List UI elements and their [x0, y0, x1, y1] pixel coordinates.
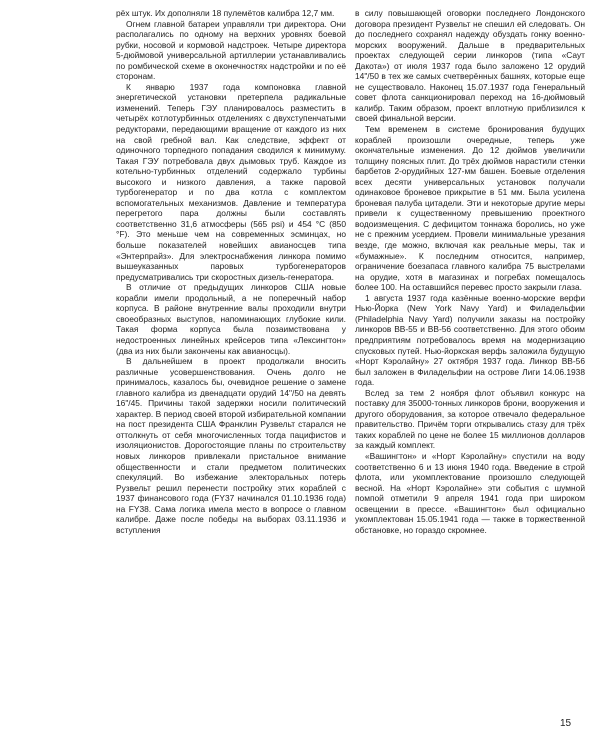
- right-paragraph-2: Тем временем в системе бронирования будущих кораблей произошли очередные, теперь уже окончательные изменения. До 12 дюймов увеличили толщину поясных плит. До трёх дюймов нарастили стенки барбетов 2-орудийных 127-мм башен. Боевые отделения всех десяти универсальных установок получали одинаковое броневое прикрытие в 51 мм. Была усилена броневая палуба цитадели. Эти и некоторые другие меры привели к существенному превышению проектного водоизмещения. С дефицитом тоннажа боролись, но уже не с прежним усердием. Провели минимальные урезания везде, где можно, включая как реальные меры, так и «бумажные». К последним относится, например, ограничение боезапаса главного калибра 75 выстрелами на орудие, хотя в магазинах и погребах помещалось более 100. На оставшийся перевес просто закрыли глаза.: [355, 124, 585, 293]
- left-paragraph-4: В отличие от предыдущих линкоров США новые корабли имели продольный, а не поперечный набор корпуса. В районе внутренние валы проходили внутри своеобразных выступов, напоминающих глубокие кили. Такая форма корпуса была позаимствована у недостроенных линейных крейсеров типа «Лексингтон» (два из них были закончены как авианосцы).: [116, 282, 346, 356]
- right-paragraph-3: 1 августа 1937 года казённые военно-морские верфи Нью-Йорка (New York Navy Yard) и Филадельфии (Philadelphia Navy Yard) получили заказы на постройку линкоров ВВ-55 и ВВ-56 соответственно. Для этого обоим предприятиям потребовалось время на модернизацию спусковых путей. Нью-йоркская верфь заложила будущую «Норт Кэролайну» 27 октября 1937 года. Линкор ВВ-56 был заложен в Филадельфии на острове Лиги 14.06.1938 года.: [355, 292, 585, 388]
- right-paragraph-4: Вслед за тем 2 ноября флот объявил конкурс на поставку для 35000-тонных линкоров брони, вооружения и другого оборудования, за которое отвечало федеральное правительство. Причём торги открывались стазу для трёх таких кораблей по цене не более 15 миллионов долларов за каждый комплект.: [355, 387, 585, 451]
- page-number: 15: [560, 718, 572, 729]
- right-column: [355, 8, 585, 535]
- right-paragraph-5: «Вашингтон» и «Норт Кэролайну» спустили на воду соответственно 6 и 13 июня 1940 года. Введение в строй флота, или укомплектование произошло следующей весной. На «Норт Кэролайне» эти события с шумной помпой отметили 9 апреля 1941 года при широком освещении в прессе. «Вашингтон» был официально укомплектован 15.05.1941 года — также в торжественной обстановке, но гораздо скромнее.: [355, 450, 585, 535]
- left-column: [116, 8, 346, 535]
- left-paragraph-1: рёх штук. Их дополняли 18 пулемётов калибра 12,7 мм.: [116, 8, 335, 18]
- left-paragraph-5: В дальнейшем в проект продолжали вносить различные усовершенствования. Очень долго не принималось, казалось бы, очевидное решение о замене главного калибра из двенадцати орудий 14"/50 на девять 16"/45. Причины такой задержки носили политический характер. В период своей второй избирательной компании на пост президента США Франклин Рузвельт старался не оттолкнуть от себя многочисленных тогда пацифистов и изоляционистов. Дорогостоящие планы по строительству новых линкоров привлекали пристальное внимание общественности и стали предметом политических спекуляций. Во избежание электоральных потерь Рузвельт решил перенести постройку этих кораблей с 1937 финансового года (FY37 начинался 01.10.1936 года) на FY38. Сама логика имела место в вопросе о главном калибре. Даже после победы на выборах 03.11.1936 и вступления: [116, 356, 346, 535]
- left-paragraph-3: К январю 1937 года компоновка главной энергетической установки претерпела радикальные изменений. Теперь ГЭУ планировалось разместить в четырёх котлотурбинных отделениях с двухступенчатыми редукторами, передающими вращение от каждого из них на свой гребной вал. Как следствие, эффект от одиночного торпедного попадания сводился к минимуму. Такая ГЭУ потребовала двух дымовых труб. Каждое из котельно-турбинных отделений содержало турбины высокого и низкого давления, а также паровой турбогенератор и по два котла с комплектом вспомогательных механизмов. Давление и температура перегретого пара должны были составлять соответственно 31,6 атмосферы (565 psi) и 454 °С (850 °F). Это меньше чем на современных эсминцах, но больше показателей новейших авианосцев типа «Энтерпрайз». Для электроснабжения линкора помимо вышеуказанных паровых турбогенераторов предусматривались три скоростных дизель-генератора.: [116, 81, 346, 282]
- left-paragraph-2: Огнем главной батареи управляли три директора. Они располагались по одному на верхних уровнях боевой рубки, носовой и кормовой надстроек. Четыре директора 5-дюймовой универсальной артиллерии устанавливались по ромбической схеме в оконечностях надстройки и по её сторонам.: [116, 18, 346, 82]
- right-paragraph-1: в силу повышающей оговорки последнего Лондонского договора президент Рузвельт не спешил ей следовать. Он до последнего сохранял надежду обуздать гонку военно-морских вооружений. Дальше в предварительных проектах следующей серии линкоров (типа «Саут Дакота») от июля 1937 года было заложено 12 орудий 14"/50 в тех же самых счетверённых башнях, которые еще не существовало. Наконец 15.07.1937 года Генеральный совет флота санкционировал переход на 16-дюймовый калибр. Таким образом, проект вплотную приблизился к своей финальной версии.: [355, 8, 585, 124]
